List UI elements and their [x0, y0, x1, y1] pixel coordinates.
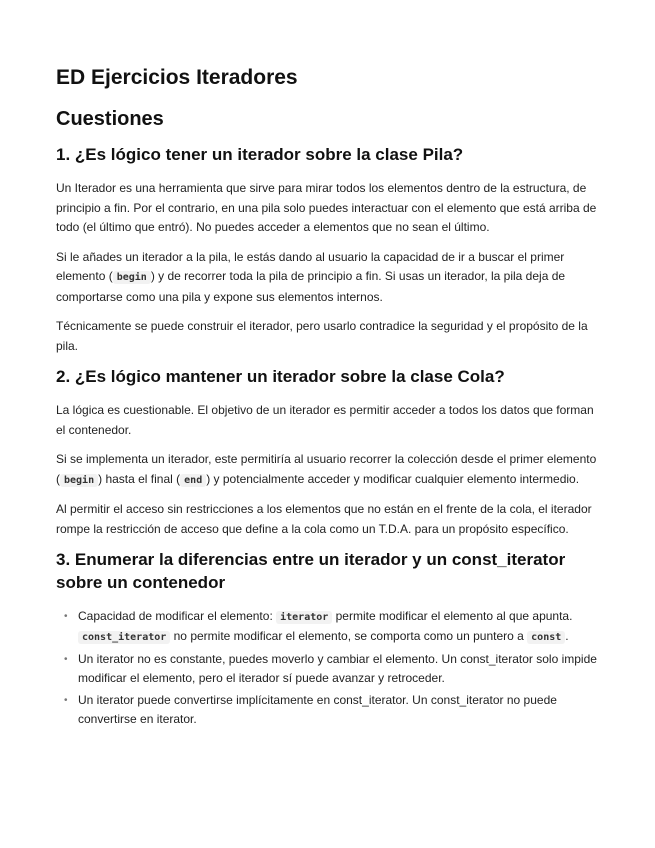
code-begin: begin — [60, 474, 98, 487]
code-const-iterator: const_iterator — [78, 631, 170, 644]
differences-list — [56, 607, 603, 730]
question-3-heading: 3. Enumerar la diferencias entre un iterador y un const_iterator sobre un contenedor — [56, 550, 566, 592]
question-1-heading: 1. ¿Es lógico tener un iterador sobre la clase Pila? — [56, 145, 464, 165]
question-1 — [56, 144, 603, 356]
question-2-paragraph-2: Si se implementa un iterador, este permitiría al usuario recorrer la colección desde el primer elemento ( begin ) hasta el final ( end ) y potencialmente acceder y modificar cualquier elemento intermedio. — [56, 452, 597, 486]
code-end: end — [180, 474, 206, 487]
list-item: • Un iterator puede convertirse implícitamente en const_iterator. Un const_iterator no puede convertirse en iterator. — [78, 691, 603, 730]
question-1-paragraph-1: Un Iterador es una herramienta que sirve para mirar todos los elementos dentro de la estructura, de principio a fin. Por el contrario, en una pila solo puedes interactuar con el elemento que está arriba de todo (el último que entró). No puedes acceder a elementos que no sean el último. — [56, 181, 597, 235]
list-item: • Un iterator no es constante, puedes moverlo y cambiar el elemento. Un const_iterator solo impide modificar el elemento, pero el iterador sí puede avanzar y retroceder. — [78, 650, 603, 689]
list-item: • Capacidad de modificar el elemento: iterator permite modificar el elemento al que apunta. const_iterator no permite modificar el elemento, se comporta como un puntero a const . — [78, 607, 603, 648]
code-const: const — [527, 631, 565, 644]
question-2-heading: 2. ¿Es lógico mantener un iterador sobre la clase Cola? — [56, 367, 505, 387]
question-3 — [56, 549, 603, 729]
question-1-paragraph-2: Si le añades un iterador a la pila, le estás dando al usuario la capacidad de ir a buscar el primer elemento ( begin ) y de recorrer toda la pila de principio a fin. Si usas un iterador, la pila deja de comportarse como una pila y expone sus elementos internos. — [56, 249, 566, 304]
question-2 — [56, 366, 603, 539]
code-iterator: iterator — [276, 611, 332, 624]
question-1-paragraph-3: Técnicamente se puede construir el iterador, pero usarlo contradice la seguridad y el propósito de la pila. — [56, 319, 588, 353]
document-title: ED Ejercicios Iteradores — [56, 66, 298, 89]
question-2-paragraph-1: La lógica es cuestionable. El objetivo de un iterador es permitir acceder a todos los datos que forman el contenedor. — [56, 403, 594, 437]
question-2-paragraph-3: Al permitir el acceso sin restricciones a los elementos que no están en el frente de la cola, el iterador rompe la restricción de acceso que define a la cola como un T.D.A. para un propósito específico. — [56, 502, 592, 536]
section-title-cuestiones: Cuestiones — [56, 108, 164, 131]
code-begin: begin — [113, 271, 151, 284]
